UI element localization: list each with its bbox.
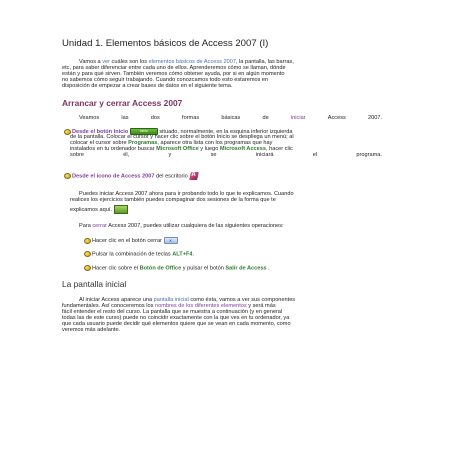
p2-line-1: Puedes iniciar Access 2007 ahora para ir probando todo lo que te explicamos. Cuando [79, 191, 294, 197]
bullet-altf4: Pulsar la combinación de teclas ALT+F4. [84, 251, 194, 258]
access-desktop-icon: A [189, 171, 199, 181]
bullet-icon [84, 265, 91, 271]
section-heading-arrancar: Arrancar y cerrar Access 2007 [62, 98, 183, 108]
intro-line-3: están y para qué sirven. También veremos cómo obtener ayuda, por si en algún momento [62, 71, 285, 77]
s2-line-1: Al iniciar Access aparece una pantalla inicial como ésta, vamos a ver sus componentes [79, 297, 296, 303]
link-iniciar[interactable]: iniciar [290, 115, 306, 121]
start-button-image: Inicio [130, 128, 158, 135]
link-nombres-elementos[interactable]: nombres de los diferentes elementos [154, 303, 247, 309]
link-pantalla-inicial[interactable]: pantalla inicial [153, 297, 189, 303]
p2-line-2: realices los ejercicios también puedes compaginar dos sesiones de la forma que te [70, 197, 276, 203]
link-desde-boton-inicio[interactable]: Desde el botón Inicio [72, 128, 129, 135]
section1-row-1: Veamos las dos formas básicas de iniciar Access 2007. [79, 115, 382, 121]
s2-line-2: fundamentales. Así conoceremos los nombres de los diferentes elementos y será más [62, 303, 276, 309]
b1-line-2: de la pantalla. Colocar el cursor y hacer clic sobre el botón Inicio se despliega un menú; al [70, 134, 294, 140]
intro-line-2: etc, para saber diferenciar entre cada uno de ellos. Aprenderemos cómo se llaman, dónde [62, 65, 286, 71]
s2-line-3: fácil entender el resto del curso. La pantalla que se muestra a continuación (y en general [62, 309, 283, 315]
bullet-boton-office: Hacer clic sobre el Botón de Office y pulsar el botón Salir de Access . [84, 265, 270, 272]
s2-line-5: que cada usuario puede decidir qué elementos quiere que se vean en cada momento, como [62, 321, 291, 327]
bullet-icon [84, 238, 91, 244]
link-ver[interactable]: ver [102, 59, 110, 65]
link-elementos-basicos[interactable]: elementos básicos de Access 2007 [148, 59, 236, 65]
b1-line-5: sobre él, y se iniciará el programa. [70, 152, 382, 158]
bullet-cerrar: Hacer clic en el botón cerrar ✕ [84, 237, 178, 244]
page-title: Unidad 1. Elementos básicos de Access 2007 (I) [62, 38, 269, 49]
close-button-image: ✕ [164, 237, 178, 244]
exercise-link-icon[interactable] [114, 205, 128, 214]
s2-line-6: veremos más adelante. [62, 327, 121, 333]
s2-line-4: todas las de este curso) puede no coincidir exactamente con la que ves en tu ordenador, ya [62, 315, 290, 321]
p3-line: Para cerrar Access 2007, puedes utilizar cualquiera de las siguientes operaciones: [79, 223, 284, 229]
bullet-icon [84, 251, 91, 257]
intro-line-4: no sabemos cómo seguir trabajando. Cuando conozcamos todo esto estaremos en [62, 77, 269, 83]
b1-line-4: instalados en tu ordenador buscar Microsoft Office y luego Microsoft Access, hacer clic [70, 146, 293, 152]
bullet-icono-access: Desde el icono de Access 2007 del escritorio A [64, 171, 199, 181]
section-heading-pantalla-inicial: La pantalla inicial [62, 279, 127, 289]
bullet-icon [64, 173, 71, 179]
intro-line-1: Vamos a ver cuáles son los elementos básicos de Access 2007, la pantalla, las barras, [79, 59, 294, 65]
link-desde-icono-access[interactable]: Desde el icono de Access 2007 [72, 173, 155, 180]
bullet-inicio: Desde el botón Inicio Inicio situado, normalmente, en la esquina inferior izquierda [64, 128, 292, 135]
intro-line-5: disposición de empezar a crear bases de datos en el siguiente tema. [62, 83, 233, 89]
p2-line-3: explicamos aquí. [70, 205, 128, 214]
link-cerrar[interactable]: cerrar [92, 223, 107, 229]
b1-line-3: colocar el cursor sobre Programas, aparece otra lista con los programas que hay [70, 140, 273, 146]
